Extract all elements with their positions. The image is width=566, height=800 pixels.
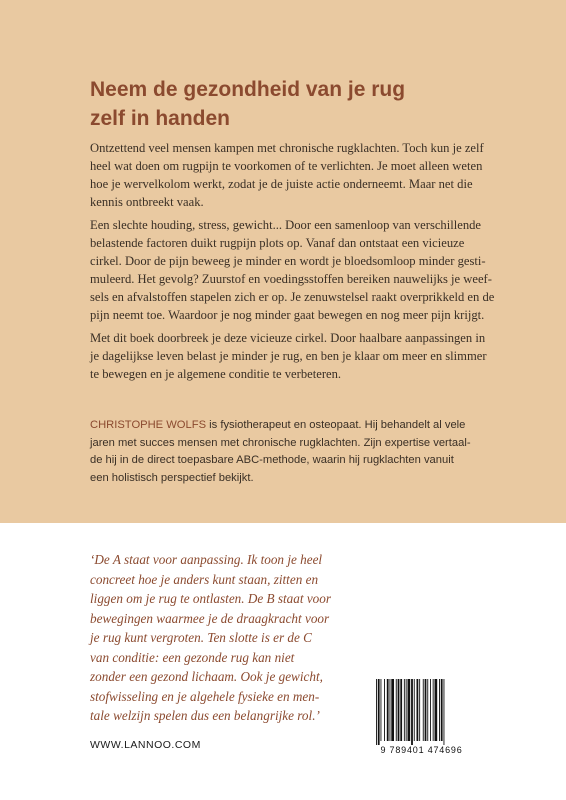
quote-line: zonder een gezond lichaam. Ook je gewicht, <box>90 669 323 684</box>
author-bio-line: de hij in de direct toepasbare ABC-methode, waarin hij rugklachten vanuit <box>90 454 454 466</box>
author-bio <box>90 417 510 487</box>
quote-line: tale welzijn spelen dus een belangrijke rol.’ <box>90 708 320 723</box>
text-line: je dagelijkse leven belast je minder je rug, en ben je klaar om meer en slimmer <box>90 349 487 363</box>
quote-line: je rug kunt vergroten. Ten slotte is er de C <box>90 630 312 645</box>
text-line: heel wat doen om rugpijn te voorkomen of te verlichten. Je moet alleen weten <box>90 159 483 173</box>
text-line: cirkel. Door de pijn beweeg je minder en wordt je bloedsomloop minder gesti- <box>90 254 486 268</box>
quote-line: bewegingen waarmee je de draagkracht voor <box>90 610 330 626</box>
solution-paragraph <box>90 329 490 383</box>
back-cover-title <box>90 75 510 133</box>
text-line: pijn neemt toe. Waardoor je nog minder gaat bewegen en nog meer pijn krijgt. <box>90 308 485 322</box>
author-name: CHRISTOPHE WOLFS <box>90 419 207 431</box>
quote-line: van conditie: een gezonde rug kan niet <box>90 649 295 665</box>
author-bio-line: jaren met succes mensen met chronische rugklachten. Zijn expertise vertaal- <box>90 436 471 449</box>
quote-line: liggen om je rug te ontlasten. De B staat voor <box>90 591 332 606</box>
text-line: kennis ontbreekt vaak. <box>90 195 204 209</box>
publisher-website: WWW.LANNOO.COM <box>90 739 201 751</box>
text-line: belastende factoren duikt rugpijn plots op. Vanaf dan ontstaat een vicieuze <box>90 236 465 250</box>
text-line: te bewegen en je algemene conditie te verbeteren. <box>90 367 342 381</box>
text-line: Met dit boek doorbreek je deze vicieuze cirkel. Door haalbare aanpassingen in <box>90 331 486 345</box>
quote-line: ‘De A staat voor aanpassing. Ik toon je heel <box>90 552 323 567</box>
quote-line: concreet hoe je anders kunt staan, zitten en <box>90 571 319 587</box>
intro-paragraph <box>90 139 490 211</box>
text-line: sels en afvalstoffen stapelen zich er op. Je zenuwstelsel raakt overprikkeld en de <box>90 290 495 304</box>
author-quote <box>90 550 365 726</box>
text-line: Ontzettend veel mensen kampen met chronische rugklachten. Toch kun je zelf <box>90 141 484 155</box>
author-bio-first-line <box>90 417 510 435</box>
isbn-number: 9 789401 474696 <box>380 745 463 755</box>
author-bio-line: een holistisch perspectief bekijkt. <box>90 471 254 484</box>
text-line: hoe je wervelkolom werkt, zodat je de juiste actie onderneemt. Maar net die <box>90 177 473 191</box>
text-line: Een slechte houding, stress, gewicht... Door een samenloop van verschillende <box>90 218 481 232</box>
barcode-bars-icon <box>370 675 473 745</box>
quote-line: stofwisseling en je algehele fysieke en men- <box>90 688 320 704</box>
title-line: zelf in handen <box>90 107 231 130</box>
author-bio-text: is fysiotherapeut en osteopaat. Hij behandelt al vele <box>206 419 466 431</box>
title-line: Neem de gezondheid van je rug <box>90 78 406 101</box>
isbn-barcode <box>370 675 473 761</box>
text-line: muleerd. Het gevolg? Zuurstof en voedingsstoffen bereiken nauwelijks je weef- <box>90 272 492 286</box>
problem-paragraph <box>90 216 495 324</box>
